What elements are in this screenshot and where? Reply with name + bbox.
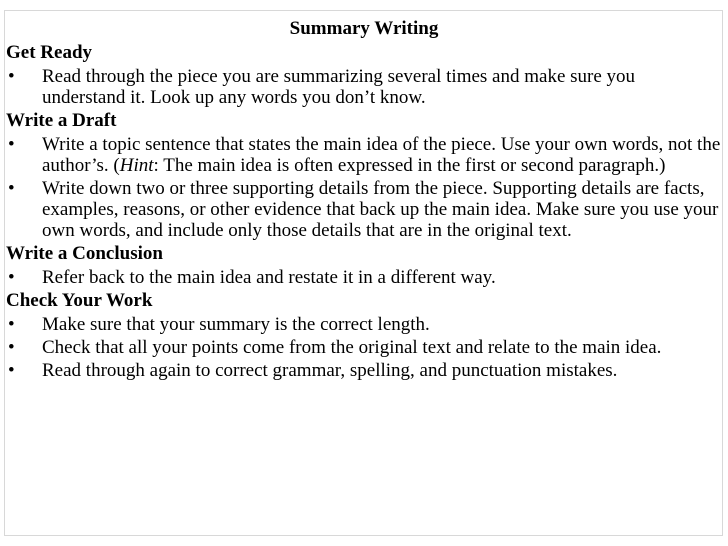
list-item bbox=[6, 178, 722, 241]
bullet-icon: • bbox=[8, 66, 15, 87]
section-heading-write-a-conclusion: Write a Conclusion bbox=[6, 243, 163, 264]
bullet-icon: • bbox=[8, 267, 15, 288]
bullet-text: Read through the piece you are summarizing several times and make sure you understand it. Look up any words you don’t know. bbox=[42, 66, 636, 108]
get-ready-list bbox=[6, 66, 722, 108]
write-a-draft-list bbox=[6, 134, 722, 241]
check-your-work-list bbox=[6, 314, 722, 381]
bullet-text-main: Write a topic sentence that states the main idea of the piece. Use your own words, not the author’s. ( bbox=[42, 134, 721, 176]
bullet-text bbox=[42, 134, 720, 176]
hint-label: Hint bbox=[119, 155, 154, 176]
bullet-text: Check that all your points come from the original text and relate to the main idea. bbox=[42, 337, 662, 358]
bullet-icon: • bbox=[8, 178, 15, 199]
bullet-text: Read through again to correct grammar, spelling, and punctuation mistakes. bbox=[42, 360, 618, 381]
list-item bbox=[6, 337, 722, 358]
section-heading-get-ready: Get Ready bbox=[6, 42, 93, 63]
bullet-text: Refer back to the main idea and restate it in a different way. bbox=[42, 267, 496, 288]
bullet-text: Make sure that your summary is the correct length. bbox=[42, 314, 430, 335]
list-item bbox=[6, 267, 722, 288]
list-item bbox=[6, 314, 722, 335]
list-item bbox=[6, 360, 722, 381]
document-title: Summary Writing bbox=[289, 18, 439, 39]
hint-text: : The main idea is often expressed in the first or second paragraph.) bbox=[153, 155, 666, 176]
list-item bbox=[6, 134, 722, 176]
bullet-icon: • bbox=[8, 337, 15, 358]
section-heading-check-your-work: Check Your Work bbox=[6, 290, 153, 311]
list-item bbox=[6, 66, 722, 108]
bullet-icon: • bbox=[8, 314, 15, 335]
bullet-icon: • bbox=[8, 360, 15, 381]
section-heading-write-a-draft: Write a Draft bbox=[6, 110, 117, 131]
summary-writing-document bbox=[6, 18, 722, 381]
bullet-text: Write down two or three supporting details from the piece. Supporting details are facts, examples, reasons, or other evidence that back up the main idea. Make sure you use your own words, and include only those details that are in the original text. bbox=[42, 178, 719, 241]
write-a-conclusion-list bbox=[6, 267, 722, 288]
bullet-icon: • bbox=[8, 134, 15, 155]
